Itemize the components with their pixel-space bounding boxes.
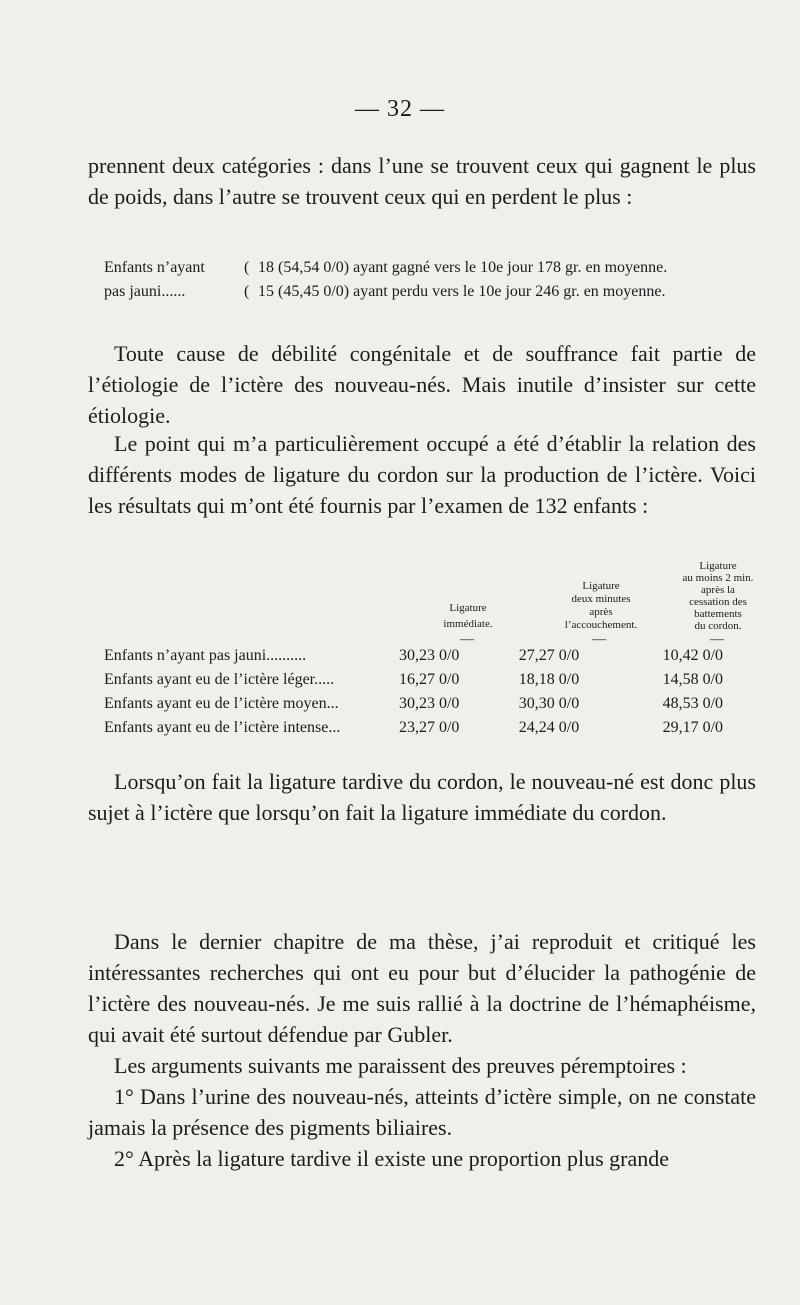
row-label: Enfants ayant eu de l’ictère intense... (104, 719, 341, 736)
paragraph-thesis-chapter: Dans le dernier chapitre de ma thèse, j’ai reproduit et critiqué les intéressantes recherches qui ont eu pour but d’élucider la pathogénie de l’ictère des nouveau-nés. Je me suis rallié à la doctrine de l’hémaphéisme, qui avait été surtout défendue par Gubler. (88, 929, 756, 1047)
table-row (104, 644, 764, 668)
row-label: Enfants ayant eu de l’ictère léger..... (104, 671, 335, 688)
paragraph-conclusion: Lorsqu’on fait la ligature tardive du cordon, le nouveau-né est donc plus sujet à l’ictère que lorsqu’on fait la ligature immédiate du cordon. (88, 769, 756, 825)
header-two-minute-ligature: Ligature deux minutes après l’accouchement. (564, 580, 638, 631)
table-body (104, 644, 764, 740)
weight-stats-label-2: pas jauni...... (104, 283, 186, 300)
weight-stats-brace-2: ( (244, 283, 250, 300)
paragraph-arguments-intro: Les arguments suivants me paraissent des preuves péremptoires : (114, 1053, 687, 1078)
paragraph-argument-1: 1° Dans l’urine des nouveau-nés, atteints d’ictère simple, on ne constate jamais la présence des pigments biliaires. (88, 1084, 756, 1140)
paragraph-categories: prennent deux catégories : dans l’une se trouvent ceux qui gagnent le plus de poids, dans l’autre se trouvent ceux qui en perdent le plus : (88, 153, 756, 209)
cell-two-minutes: 30,30 0/0 (518, 695, 580, 712)
table-row (104, 692, 764, 716)
row-label: Enfants n’ayant pas jauni.......... (104, 647, 307, 664)
header-dash: — (460, 632, 474, 647)
cell-late: 10,42 0/0 (662, 647, 724, 664)
weight-stats-value-loss: 15 (45,45 0/0) ayant perdu vers le 10e jour 246 gr. en moyenne. (258, 283, 666, 300)
paragraph-etiology: Toute cause de débilité congénitale et de souffrance fait partie de l’étiologie de l’ictère des nouveau-nés. Mais inutile d’insister sur cette étiologie. (88, 341, 756, 428)
paragraph-ligature-study: Le point qui m’a particulièrement occupé a été d’établir la relation des différents modes de ligature du cordon sur la production de l’ictère. Voici les résultats qui m’ont été fournis par l’examen de 132 enfants : (88, 431, 756, 518)
paragraph-argument-2: 2° Après la ligature tardive il existe une proportion plus grande (114, 1146, 669, 1171)
cell-immediate: 23,27 0/0 (398, 719, 460, 736)
cell-immediate: 30,23 0/0 (398, 695, 460, 712)
header-late-ligature: Ligature au moins 2 min. après la cessation des battements du cordon. (682, 560, 754, 632)
cell-immediate: 30,23 0/0 (398, 647, 460, 664)
table-row (104, 716, 764, 740)
table-header (104, 542, 764, 647)
header-dash: — (710, 632, 724, 647)
cell-late: 29,17 0/0 (662, 719, 724, 736)
cell-two-minutes: 27,27 0/0 (518, 647, 580, 664)
weight-stats-label-1: Enfants n’ayant (104, 259, 205, 276)
cell-two-minutes: 24,24 0/0 (518, 719, 580, 736)
weight-stats-value-gain: 18 (54,54 0/0) ayant gagné vers le 10e jour 178 gr. en moyenne. (258, 259, 668, 276)
cell-late: 48,53 0/0 (662, 695, 724, 712)
cell-late: 14,58 0/0 (662, 671, 724, 688)
ligature-table (104, 542, 764, 740)
weight-stats-brace-1: ( (244, 259, 250, 276)
weight-stats (104, 256, 764, 304)
header-dash: — (592, 632, 606, 647)
cell-two-minutes: 18,18 0/0 (518, 671, 580, 688)
weight-stats-row-gain (104, 256, 764, 280)
cell-immediate: 16,27 0/0 (398, 671, 460, 688)
weight-stats-row-loss (104, 280, 764, 304)
row-label: Enfants ayant eu de l’ictère moyen... (104, 695, 339, 712)
table-row (104, 668, 764, 692)
header-immediate-ligature: Ligature immédiate. (443, 602, 493, 630)
page-number: — 32 — (355, 96, 445, 122)
